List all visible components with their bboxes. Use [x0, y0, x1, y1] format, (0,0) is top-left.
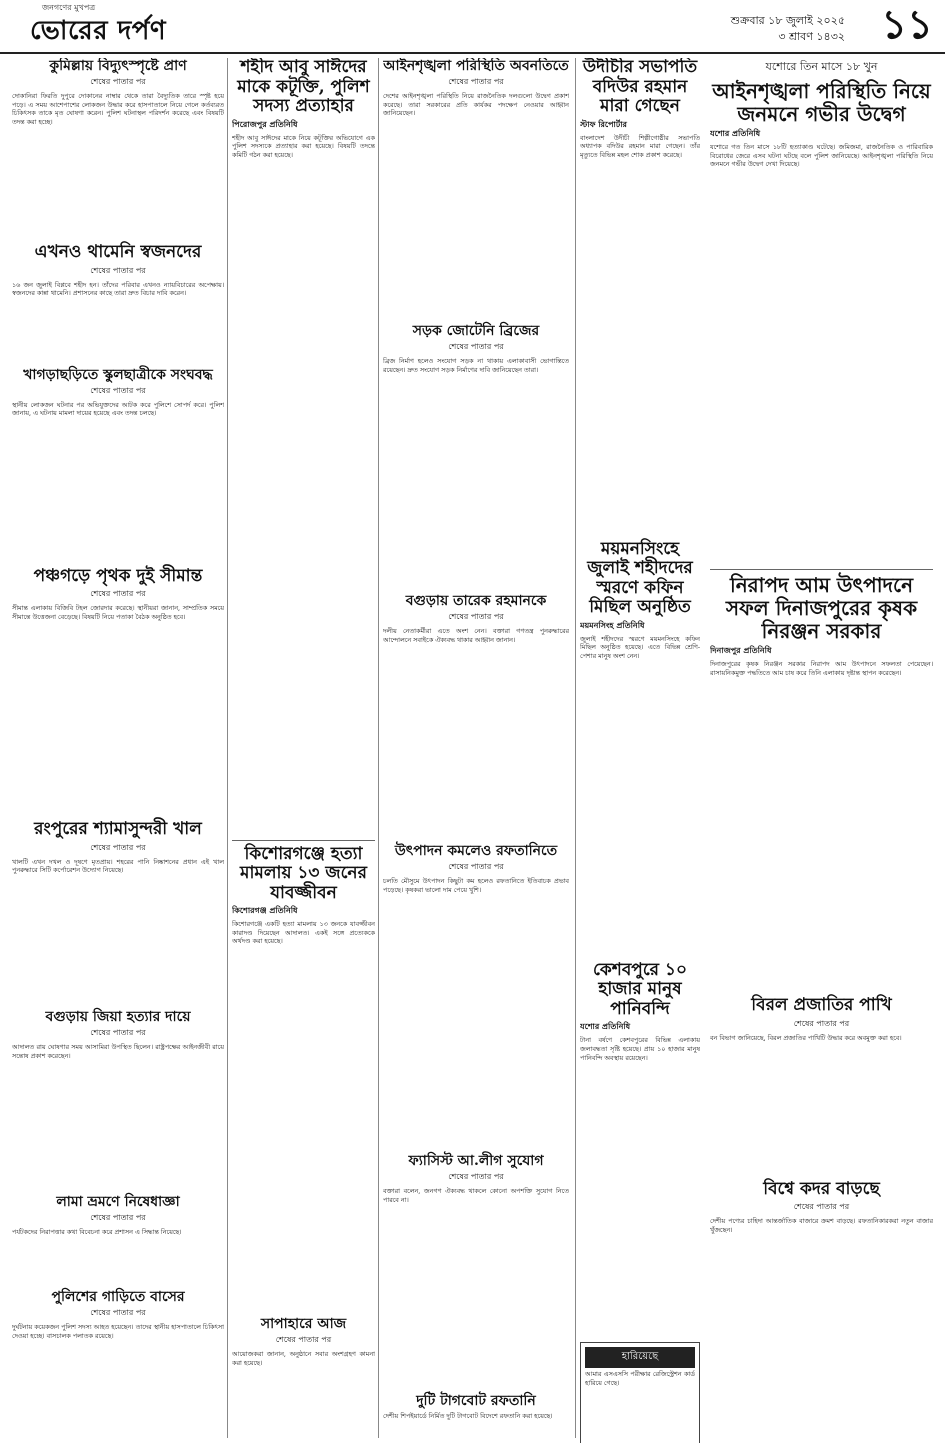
article-body: কিশোরগঞ্জে একটি হত্যা মামলায় ১৩ জনকে যাবজ্জীবন কারাদণ্ড দিয়েছেন আদালত। একই সঙ্গে প্রত্যেককে অর্থদণ্ড করা হয়েছে।	[232, 920, 375, 946]
article	[710, 996, 933, 1174]
headline: বগুড়ায় তারেক রহমানকে	[405, 593, 547, 610]
headline: বিরল প্রজাতির পাখি	[751, 995, 892, 1015]
article-body: আয়োজকরা জানান, অনুষ্ঠানে সবার অংশগ্রহণ কামনা করা হয়েছে।	[232, 1350, 375, 1367]
headline: বগুড়ায় জিয়া হত্যার দায়ে	[45, 1008, 191, 1025]
article	[232, 845, 375, 1311]
lead-article	[710, 58, 933, 563]
continuation-label: শেষের পাতার পর	[90, 589, 146, 599]
column-3	[383, 58, 569, 1443]
column-1	[12, 58, 224, 1443]
column-divider	[378, 58, 379, 1438]
headline: কিশোরগঞ্জে হত্যা মামলায় ১৩ জনের যাবজ্জীবন	[240, 843, 367, 903]
notice-heading: হারিয়েছে	[585, 1347, 695, 1368]
article-body: বাংলাদেশ উদীচী শিল্পীগোষ্ঠীর সভাপতি অধ্যাপক বদিউর রহমান মারা গেছেন। তাঁর মৃত্যুতে বিভিন্ন মহল শোক প্রকাশ করেছে।	[580, 133, 700, 159]
continuation-label: শেষের পাতার পর	[90, 1213, 146, 1223]
article	[383, 1393, 569, 1443]
headline: বিশ্বে কদর বাড়ছে	[763, 1178, 880, 1199]
article	[383, 323, 569, 587]
continuation-label: শেষের পাতার পর	[90, 77, 146, 87]
article-body: দেশের আইনশৃঙ্খলা পরিস্থিতি নিয়ে রাজনৈতিক দলগুলো উদ্বেগ প্রকাশ করেছে। তারা সরকারের প্রতি কার্যকর পদক্ষেপ নেওয়ার আহ্বান জানিয়েছেন।	[383, 92, 569, 118]
continuation-label: শেষের পাতার পর	[448, 862, 504, 872]
article-body: যশোরে গত তিন মাসে ১৮টি হত্যাকাণ্ড ঘটেছে। জমিজমা, রাজনৈতিক ও পারিবারিক বিরোধের জেরে এসব ঘটনা ঘটছে বলে পুলিশ জানিয়েছে। আইনশৃঙ্খলা পরিস্থিতি নিয়ে জনমনে গভীর উদ্বেগ দেখা দিয়েছে।	[710, 143, 933, 169]
article	[12, 367, 224, 561]
article	[383, 593, 569, 837]
page-number: ১১	[881, 2, 933, 48]
continuation-label: শেষের পাতার পর	[793, 1018, 850, 1028]
headline: উৎপাদন কমলেও রফতানিতে	[394, 843, 558, 860]
continuation-label: শেষের পাতার পর	[90, 385, 146, 395]
continuation-label: শেষের পাতার পর	[90, 1027, 146, 1037]
headline: উদীচীর সভাপতি বদিউর রহমান মারা গেছেন	[582, 58, 698, 117]
headline: আইনশৃঙ্খলা পরিস্থিতি অবনতিতে	[383, 58, 569, 74]
byline: পিরোজপুর প্রতিনিধি	[232, 119, 298, 129]
headline: ময়মনসিংহে জুলাই শহীদদের স্মরণে কফিন মিছিল অনুষ্ঠিত	[587, 538, 693, 618]
article-body: ব্রিজ নির্মাণ হলেও সংযোগ সড়ক না থাকায় এলাকাবাসী ভোগান্তিতে রয়েছেন। দ্রুত সংযোগ সড়ক নির্মাণের দাবি জানিয়েছেন তারা।	[383, 357, 569, 374]
article	[383, 58, 569, 317]
article	[383, 1153, 569, 1387]
article	[383, 843, 569, 1147]
date-line: শুক্রবার ১৮ জুলাই ২০২৫	[730, 14, 845, 27]
headline: ফ্যাসিস্ট আ.লীগ সুযোগ	[408, 1153, 544, 1170]
headline: পঞ্চগড়ে পৃথক দুই সীমান্ত	[33, 565, 203, 586]
article-body: জুলাই শহীদদের স্মরণে ময়মনসিংহে কফিন মিছিল অনুষ্ঠিত হয়েছে। এতে বিভিন্ন শ্রেণি-পেশার মানুষ অংশ নেন।	[580, 634, 700, 661]
article	[232, 1316, 375, 1443]
article-body: আদালত রায় ঘোষণার সময় আসামিরা উপস্থিত ছিলেন। রাষ্ট্রপক্ষের আইনজীবী রায়ে সন্তোষ প্রকাশ করেছেন।	[12, 1042, 224, 1060]
byline: কিশোরগঞ্জ প্রতিনিধি	[232, 906, 298, 916]
article	[12, 567, 224, 815]
article-body: বন বিভাগ জানিয়েছে, বিরল প্রজাতির পাখিটি উদ্ধার করে অবমুক্ত করা হবে।	[710, 1033, 902, 1042]
headline: দুটি টাগবোট রফতানি	[416, 1393, 536, 1410]
headline: এখনও থামেনি স্বজনদের	[34, 242, 202, 263]
headline: লামা ভ্রমণে নিষেধাজ্ঞা	[56, 1193, 180, 1210]
continuation-label: শেষের পাতার পর	[275, 1335, 332, 1345]
article	[232, 58, 375, 834]
masthead	[0, 0, 945, 54]
continuation-label: শেষের পাতার পর	[90, 265, 146, 275]
feature-headline: নিরাপদ আম উৎপাদনে সফল দিনাজপুরের কৃষক নিরঞ্জন সরকার	[725, 573, 918, 643]
masthead-tagline: জনগণের মুখপত্র	[42, 3, 96, 12]
bangla-date-line: ৩ শ্রাবণ ১৪৩২	[778, 30, 845, 43]
article-body: ১৬ জন জুলাই বিপ্লবে শহীদ হন। তাঁদের পরিবার এখনও ন্যায়বিচারের অপেক্ষায়। স্বজনদের কান্না থামেনি। প্রশাসনের কাছে তারা দ্রুত বিচার দাবি করেন।	[12, 280, 224, 298]
article-body: দেশীয় পণ্যের চাহিদা আন্তর্জাতিক বাজারে ক্রমশ বাড়ছে। রফতানিকারকরা নতুন বাজার খুঁজছেন।	[710, 1217, 933, 1234]
continuation-label: শেষের পাতার পর	[90, 842, 146, 852]
article-body: সীমান্ত এলাকায় বিজিবি টহল জোরদার করেছে। স্থানীয়রা জানান, সাম্প্রতিক সময়ে সীমান্তে উত্তেজনা বেড়েছে। বিষয়টি নিয়ে পতাকা বৈঠক অনুষ্ঠিত হবে।	[12, 604, 224, 621]
newspaper-logo: ভোরের দর্পণ	[30, 16, 167, 46]
column-divider	[575, 58, 576, 1438]
continuation-label: শেষের পাতার পর	[793, 1202, 850, 1212]
continuation-label: শেষের পাতার পর	[90, 1308, 146, 1318]
byline: দিনাজপুর প্রতিনিধি	[710, 646, 772, 655]
article-body: টানা বর্ষণে কেশবপুরের বিভিন্ন এলাকায় জলাবদ্ধতা সৃষ্টি হয়েছে। প্রায় ১০ হাজার মানুষ পানিবন্দি অবস্থায় রয়েছেন।	[580, 1036, 700, 1062]
kicker: যশোরে তিন মাসে ১৮ খুন	[765, 60, 878, 73]
byline: যশোর প্রতিনিধি	[710, 129, 761, 138]
article	[12, 1009, 224, 1188]
lost-notice	[580, 1342, 700, 1443]
article-body: বক্তারা বলেন, জনগণ ঐক্যবদ্ধ থাকলে কোনো অপশক্তি সুযোগ নিতে পারবে না।	[383, 1187, 569, 1205]
article-body: চলতি মৌসুমে উৎপাদন কিছুটা কম হলেও রফতানিতে ইতিবাচক প্রভাব পড়েছে। কৃষকরা ভালো দাম পেয়ে খুশি।	[383, 877, 569, 894]
article	[580, 540, 700, 955]
article-body: খালটি এখন দখল ও দূষণে মৃতপ্রায়। শহরের পানি নিষ্কাশনের প্রধান এই খাল পুনরুদ্ধারে সিটি কর্পোরেশন উদ্যোগ নিয়েছে।	[12, 857, 224, 875]
byline: ময়মনসিংহ প্রতিনিধি	[580, 620, 645, 630]
headline: কুমিল্লায় বিদ্যুৎস্পৃষ্টে প্রাণ	[49, 58, 187, 74]
article	[12, 1289, 224, 1443]
article	[580, 58, 700, 534]
feature-article	[710, 574, 933, 990]
article-body: দেশীয় শিপইয়ার্ডে নির্মিত দুটি টাগবোট বিদেশে রফতানি করা হয়েছে।	[383, 1411, 553, 1420]
byline: স্টাফ রিপোর্টার	[580, 119, 627, 129]
article-body: দুর্ঘটনায় কয়েকজন পুলিশ সদস্য আহত হয়েছেন। তাদের স্থানীয় হাসপাতালে চিকিৎসা দেওয়া হচ্ছে। বাসচালক পলাতক রয়েছে।	[12, 1323, 224, 1340]
headline: কেশবপুরে ১০ হাজার মানুষ পানিবন্দি	[592, 959, 688, 1019]
article	[12, 1194, 224, 1283]
continuation-label: শেষের পাতার পর	[448, 342, 504, 352]
article-body: দোকানিরা ফিরতি দুপুরে দোকানের নাম্বার থেকে তারা বৈদ্যুতিক তারে স্পৃষ্ট হয়ে পড়ে। এ সময় আশেপাশের লোকজন উদ্ধার করে হাসপাতালে নিয়ে গেলে কর্তব্যরত চিকিৎসক তাকে মৃত ঘোষণা করেন। পুলিশ ঘটনাস্থল পরিদর্শন করেছে এবং বিষয়টি তদন্ত করা হচ্ছে।	[12, 92, 224, 126]
column-5	[710, 58, 933, 1443]
continuation-label: শেষের পাতার পর	[448, 77, 504, 87]
article	[12, 58, 224, 237]
continuation-label: শেষের পাতার পর	[448, 1172, 504, 1182]
column-4	[580, 58, 700, 1443]
continuation-label: শেষের পাতার পর	[448, 612, 504, 622]
notice-body: আমার এসএসসি পরীক্ষার রেজিস্ট্রেশন কার্ড হারিয়ে গেছে।	[585, 1370, 695, 1388]
article-body: পর্যটকদের নিরাপত্তার কথা বিবেচনা করে প্রশাসন এ সিদ্ধান্ত নিয়েছে।	[12, 1228, 182, 1237]
headline: সড়ক জোটেনি ব্রিজের	[412, 323, 540, 340]
lead-headline: আইনশৃঙ্খলা পরিস্থিতি নিয়ে জনমনে গভীর উদ্বেগ	[712, 79, 931, 126]
column-2	[232, 58, 375, 1443]
headline: পুলিশের গাড়িতে বাসের	[51, 1289, 185, 1306]
column-divider	[227, 58, 228, 1438]
article-body: শহীদ আবু সাঈদের মাকে নিয়ে কটূক্তির অভিযোগে এক পুলিশ সদস্যকে প্রত্যাহার করা হয়েছে। বিষয়টি তদন্তে কমিটি গঠন করা হয়েছে।	[232, 133, 375, 159]
headline: রংপুরের শ্যামাসুন্দরী খাল	[34, 819, 202, 840]
headline: খাগড়াছড়িতে স্কুলছাত্রীকে সংঘবদ্ধ	[23, 366, 213, 383]
headline: শহীদ আবু সাঈদের মাকে কটূক্তি, পুলিশ সদস্য প্রত্যাহার	[237, 58, 370, 117]
byline: যশোর প্রতিনিধি	[580, 1022, 631, 1032]
article-body: দলীয় নেতাকর্মীরা এতে অংশ নেন। বক্তারা গণতন্ত্র পুনরুদ্ধারের আন্দোলনে সবাইকে ঐক্যবদ্ধ থাকার আহ্বান জানান।	[383, 627, 569, 644]
article-body: স্থানীয় লোকজন ঘটনার পর অভিযুক্তদের আটক করে পুলিশে সোপর্দ করে। পুলিশ জানায়, এ ঘটনায় মামলা দায়ের হয়েছে এবং তদন্ত চলছে।	[12, 400, 224, 418]
article-body: দিনাজপুরের কৃষক নিরঞ্জন সরকার নিরাপদ আম উৎপাদনে সফলতা পেয়েছেন। রাসায়নিকমুক্ত পদ্ধতিতে আম চাষ করে তিনি এলাকায় দৃষ্টান্ত স্থাপন করেছেন।	[710, 660, 933, 677]
article	[710, 1180, 933, 1418]
article	[12, 243, 224, 361]
article	[12, 820, 224, 1003]
article	[580, 961, 700, 1337]
headline: সাপাহারে আজ	[260, 1316, 347, 1333]
